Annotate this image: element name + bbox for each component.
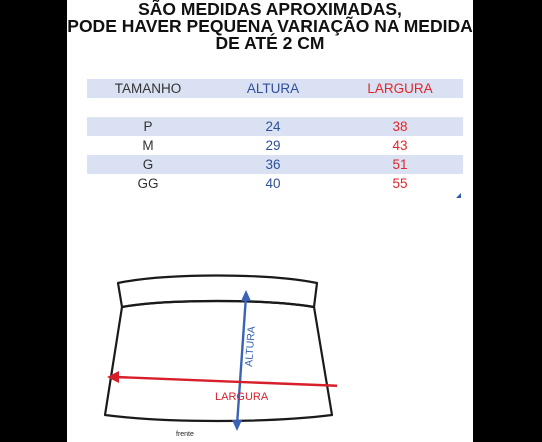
size-cell: GG <box>137 176 159 191</box>
header-altura: ALTURA <box>246 81 300 96</box>
table-header-row <box>87 79 463 98</box>
cell-corner-marker <box>456 193 461 198</box>
diagram-caption: frente <box>176 431 194 438</box>
header-largura: LARGURA <box>367 81 433 96</box>
altura-cell: 24 <box>265 119 281 134</box>
largura-label: LARGURA <box>215 391 269 403</box>
table-row <box>87 174 463 193</box>
size-cell: P <box>143 119 153 134</box>
largura-arrow <box>107 371 337 386</box>
table-row <box>87 136 463 155</box>
table-row <box>87 117 463 136</box>
divider <box>87 117 463 118</box>
largura-cell: 43 <box>392 138 408 153</box>
page-title <box>67 1 473 52</box>
size-table <box>87 79 463 193</box>
header-tamanho: TAMANHO <box>114 81 182 96</box>
table-spacer-row <box>87 98 463 117</box>
size-cell: G <box>142 157 154 172</box>
size-chart-panel <box>67 0 473 442</box>
table-row <box>87 155 463 174</box>
title-line-1: SÃO MEDIDAS APROXIMADAS, <box>138 0 402 19</box>
largura-cell: 55 <box>392 176 408 191</box>
altura-cell: 29 <box>265 138 281 153</box>
title-line-3: DE ATÉ 2 CM <box>215 33 325 53</box>
altura-cell: 36 <box>265 157 281 172</box>
size-cell: M <box>142 138 154 153</box>
skirt-diagram <box>97 265 337 442</box>
largura-cell: 51 <box>392 157 408 172</box>
altura-label: ALTURA <box>243 325 258 368</box>
altura-cell: 40 <box>265 176 281 191</box>
largura-cell: 38 <box>392 119 408 134</box>
title-line-2: PODE HAVER PEQUENA VARIAÇÃO NA MEDIDA <box>67 16 473 36</box>
